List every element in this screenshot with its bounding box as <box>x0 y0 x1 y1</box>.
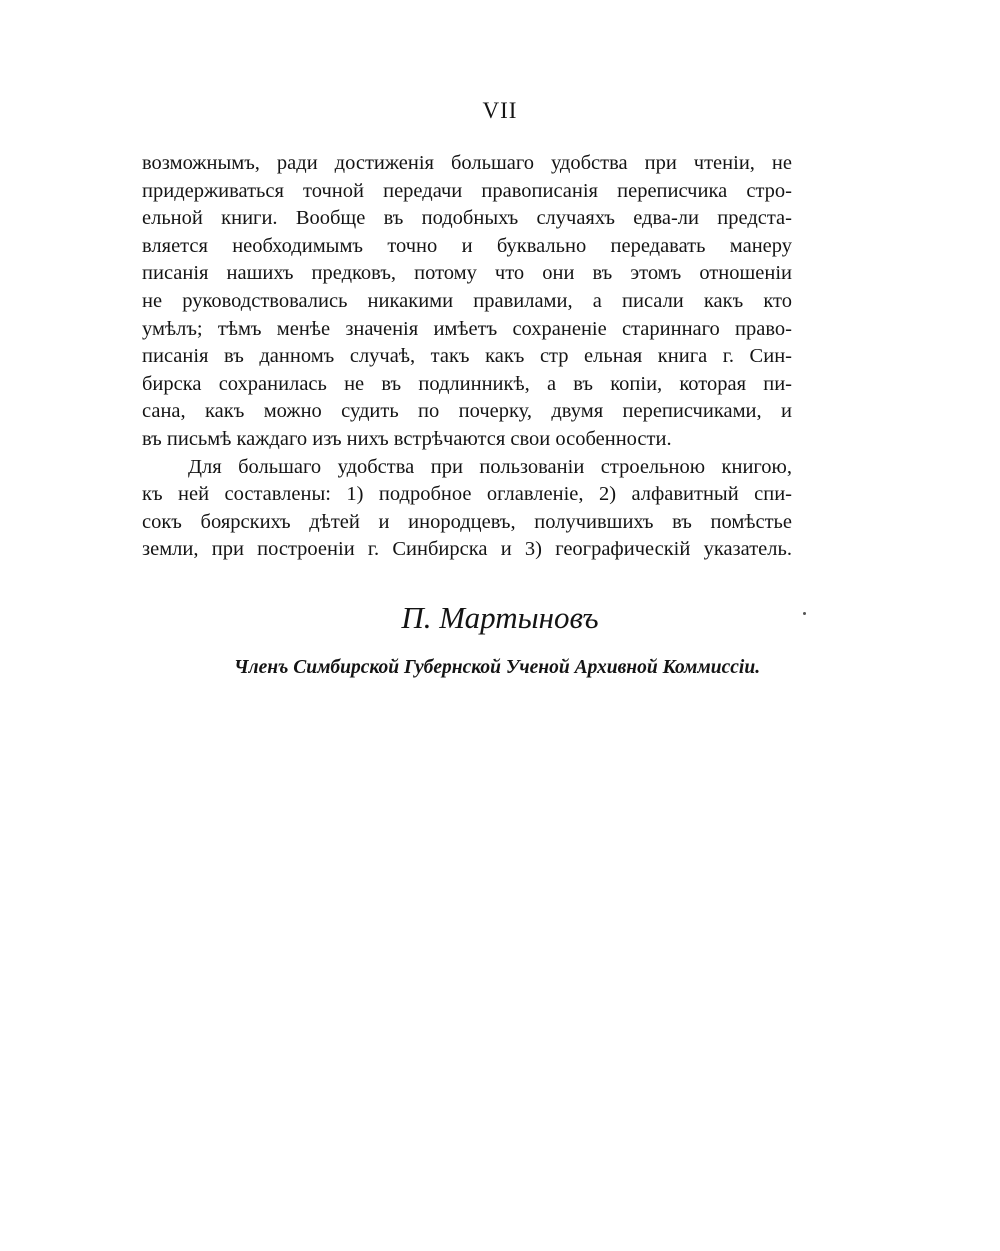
text-line: возможнымъ, ради достиженія большаго удобства при чтеніи, не <box>142 152 792 174</box>
text-line: въ письмѣ каждаго изъ нихъ встрѣчаются свои особенности. <box>142 427 672 450</box>
text-line: къ ней составлены: 1) подробное оглавленіе, 2) алфавитный спи- <box>142 483 792 506</box>
ink-speck <box>803 612 806 615</box>
text-line: сана, какъ можно судить по почерку, двумя переписчиками, и <box>142 400 792 423</box>
paragraph-1 <box>142 150 792 454</box>
text-line: ельной книги. Вообще въ подобныхъ случаяхъ едва-ли предста- <box>142 207 792 230</box>
body-text <box>142 150 792 564</box>
text-line: земли, при построеніи г. Синбирска и 3) географическій указатель. <box>142 538 792 561</box>
text-line: бирска сохранилась не въ подлинникѣ, а въ копіи, которая пи- <box>142 372 792 395</box>
signature-name: П. Мартыновъ <box>401 600 599 635</box>
text-line: Для большаго удобства при пользованіи строельною книгою, <box>188 455 792 478</box>
text-line: вляется необходимымъ точно и буквально передавать манеру <box>142 234 792 257</box>
text-line: сокъ боярскихъ дѣтей и инородцевъ, получившихъ въ помѣстье <box>142 510 792 533</box>
text-line: не руководствовались никакими правилами, а писали какъ кто <box>142 289 792 312</box>
text-line: писанія нашихъ предковъ, потому что они въ этомъ отношеніи <box>142 262 792 285</box>
text-line: писанія въ данномъ случаѣ, такъ какъ стр ельная книга г. Син- <box>142 345 792 368</box>
text-line: придерживаться точной передачи правописанія переписчика стро- <box>142 179 792 202</box>
text-line: умѣлъ; тѣмъ менѣе значенія имѣетъ сохраненіе стариннаго право- <box>142 317 792 340</box>
signature-title: Членъ Симбирской Губернской Ученой Архивной Коммиссіи. <box>234 657 761 678</box>
paragraph-2 <box>142 454 792 564</box>
page-number: VII <box>482 98 518 123</box>
